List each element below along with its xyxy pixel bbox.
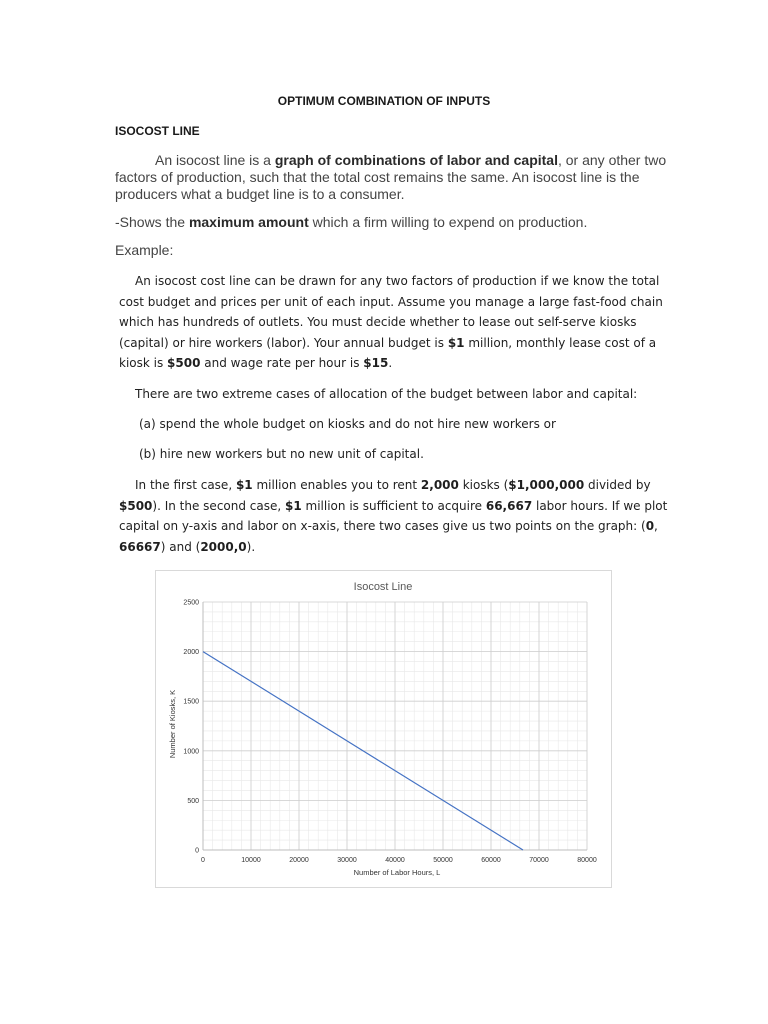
para-text: ). bbox=[246, 539, 256, 554]
para-bold: $1 bbox=[235, 478, 253, 492]
para-bold: $1 bbox=[285, 498, 302, 513]
example-label: Example: bbox=[115, 242, 174, 258]
page-title: OPTIMUM COMBINATION OF INPUTS bbox=[277, 94, 491, 108]
para-text: million is sufficient to acquire bbox=[301, 498, 486, 513]
para-bold: 2000,0 bbox=[200, 539, 247, 554]
shows-bold: maximum amount bbox=[188, 214, 309, 230]
extreme-cases-paragraph bbox=[119, 384, 669, 405]
definition-text: , or any other two factors of production, such that the total cost remains the same. An isocost line is the producers what a budget line is to a consumer. bbox=[115, 152, 667, 202]
para-text: million, monthly lease cost of a kiosk is bbox=[119, 335, 657, 370]
y-tick-label: 2000 bbox=[183, 649, 199, 657]
chart-title: Isocost Line bbox=[353, 581, 413, 593]
para-text: kiosks ( bbox=[458, 478, 509, 492]
definition-text: An isocost line is a bbox=[155, 152, 275, 168]
x-tick-label: 40000 bbox=[385, 857, 405, 864]
x-tick-label: 10000 bbox=[241, 857, 261, 864]
para-bold: 2,000 bbox=[420, 478, 459, 492]
y-tick-label: 2500 bbox=[183, 599, 199, 607]
shows-text: -Shows the bbox=[115, 214, 189, 230]
para-bold: $1,000,000 bbox=[508, 478, 585, 492]
x-axis-label: Number of Labor Hours, L bbox=[353, 868, 441, 877]
case-b-item: (b) hire new workers but no new unit of capital. bbox=[139, 447, 424, 461]
x-tick-label: 50000 bbox=[433, 857, 453, 864]
para-text: million enables you to rent bbox=[252, 478, 421, 492]
para-text: ). In the second case, bbox=[152, 498, 286, 513]
y-tick-label: 500 bbox=[187, 797, 199, 805]
shows-line bbox=[115, 214, 680, 230]
cases-explanation-paragraph bbox=[119, 475, 669, 557]
para-text: divided by bbox=[584, 478, 651, 492]
para-text: . bbox=[388, 356, 393, 370]
x-tick-label: 30000 bbox=[337, 857, 357, 864]
x-tick-label: 60000 bbox=[481, 857, 501, 864]
x-tick-label: 70000 bbox=[529, 857, 549, 864]
para-bold: $500 bbox=[119, 498, 153, 513]
definition-bold: graph of combinations of labor and capital bbox=[274, 152, 558, 168]
section-heading: ISOCOST LINE bbox=[115, 124, 200, 138]
definition-paragraph bbox=[115, 152, 680, 203]
x-tick-label: 20000 bbox=[289, 857, 309, 864]
para-text: In the first case, bbox=[135, 478, 236, 492]
para-text: , bbox=[654, 519, 658, 533]
para-text: labor hours. If we plot capital on y-axis and labor on x-axis, there two cases give us two points on the graph: ( bbox=[119, 498, 668, 533]
isocost-chart bbox=[155, 570, 612, 888]
y-tick-label: 1000 bbox=[183, 748, 199, 756]
y-tick-label: 1500 bbox=[183, 698, 199, 706]
y-axis-label: Number of Kiosks, K bbox=[168, 689, 177, 759]
case-a-item: (a) spend the whole budget on kiosks and do not hire new workers or bbox=[139, 417, 556, 431]
y-tick-label: 0 bbox=[195, 847, 199, 855]
budget-paragraph bbox=[119, 271, 669, 374]
para-bold: 66,667 bbox=[485, 498, 533, 513]
para-bold: 66667 bbox=[119, 539, 161, 554]
para-text: An isocost cost line can be drawn for any two factors of production if we know the total cost budget and prices per unit of each input. Assume you manage a large fast-food chain which has hundreds of outlets. You must decide whether to lease out self-serve kiosks (capital) or hire workers (labor). Your annual budget is bbox=[119, 274, 663, 350]
x-tick-label: 80000 bbox=[577, 857, 597, 864]
para-bold: $15 bbox=[363, 356, 389, 370]
para-bold: 0 bbox=[645, 519, 655, 533]
para-bold: $500 bbox=[167, 356, 201, 370]
para-bold: $1 bbox=[447, 335, 465, 350]
para-text: There are two extreme cases of allocation of the budget between labor and capital: bbox=[135, 387, 638, 401]
shows-text: which a firm willing to expend on production. bbox=[308, 214, 588, 230]
para-text: and wage rate per hour is bbox=[200, 356, 364, 370]
x-tick-label: 0 bbox=[201, 857, 205, 864]
para-text: ) and ( bbox=[160, 539, 201, 554]
isocost-chart-svg bbox=[156, 571, 611, 887]
